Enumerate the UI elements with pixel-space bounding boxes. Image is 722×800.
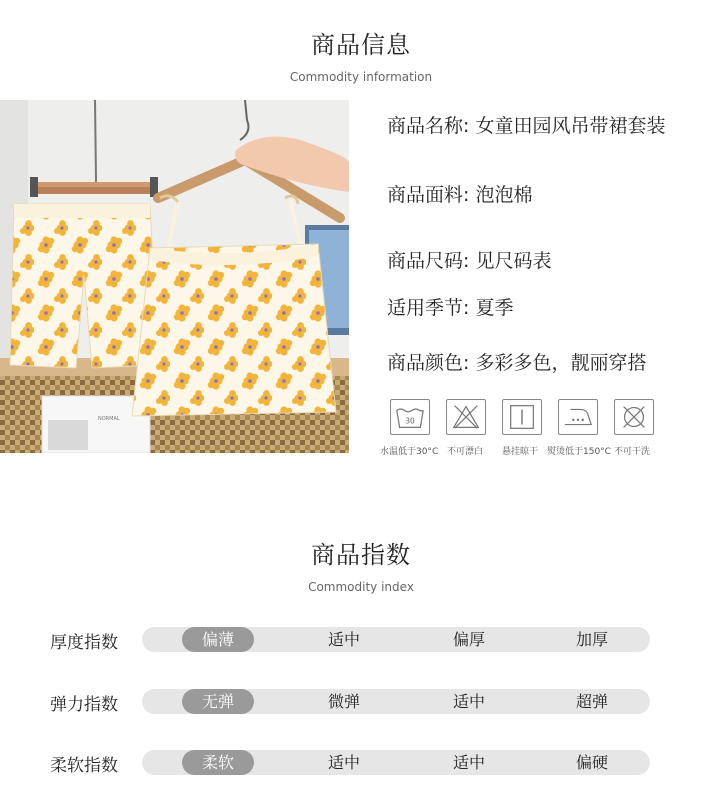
care-label-bleach: 不可漂白 [447, 447, 484, 457]
elasticity-option: 微弹 [327, 692, 360, 711]
softness-option: 适中 [327, 753, 360, 772]
thickness-option: 适中 [327, 630, 360, 649]
thickness-option: 加厚 [575, 630, 608, 649]
hang-dry-icon [502, 399, 542, 435]
product-fabric-row: 商品面料: 泡泡棉 [387, 184, 533, 206]
info-section-subtitle: Commodity information [289, 70, 433, 84]
index-section-subtitle: Commodity index [308, 580, 414, 594]
product-season-row: 适用季节: 夏季 [387, 297, 514, 319]
iron-150-icon [558, 399, 598, 435]
elasticity-option: 适中 [452, 692, 485, 711]
svg-text:30: 30 [405, 416, 415, 426]
wash-30-icon [390, 399, 430, 435]
elasticity-option: 超弹 [575, 692, 608, 711]
product-color-row: 商品颜色: 多彩多色，靓丽穿搭 [387, 352, 647, 374]
elasticity-option: 无弹 [182, 689, 254, 714]
softness-index-bar [142, 750, 650, 775]
softness-option: 适中 [452, 753, 485, 772]
no-bleach-icon [446, 399, 486, 435]
care-label-iron: 熨烫低于150°C [547, 447, 611, 457]
softness-option: 偏硬 [575, 753, 608, 772]
thickness-index-label: 厚度指数 [50, 633, 118, 653]
info-section-header [0, 25, 722, 84]
svg-text:NORMAL: NORMAL [98, 416, 120, 422]
care-label-dry-clean: 不可干洗 [614, 447, 651, 457]
elasticity-index-bar [142, 689, 650, 714]
product-size-row: 商品尺码: 见尺码表 [387, 250, 552, 272]
care-label-wash: 水温低于30°C [380, 447, 439, 457]
product-name-row: 商品名称: 女童田园风吊带裙套装 [387, 115, 666, 137]
softness-option: 柔软 [182, 750, 254, 775]
softness-index-label: 柔软指数 [50, 756, 118, 776]
no-dry-clean-icon [614, 399, 654, 435]
index-section-header [0, 535, 722, 594]
thickness-index-bar [142, 627, 650, 652]
index-section-title: 商品指数 [311, 541, 411, 569]
thickness-option: 偏薄 [182, 627, 254, 652]
info-section-title: 商品信息 [311, 31, 411, 59]
elasticity-index-label: 弹力指数 [50, 695, 118, 715]
care-label-hang: 悬挂晾干 [502, 447, 539, 457]
product-photo [0, 100, 349, 453]
thickness-option: 偏厚 [452, 630, 485, 649]
